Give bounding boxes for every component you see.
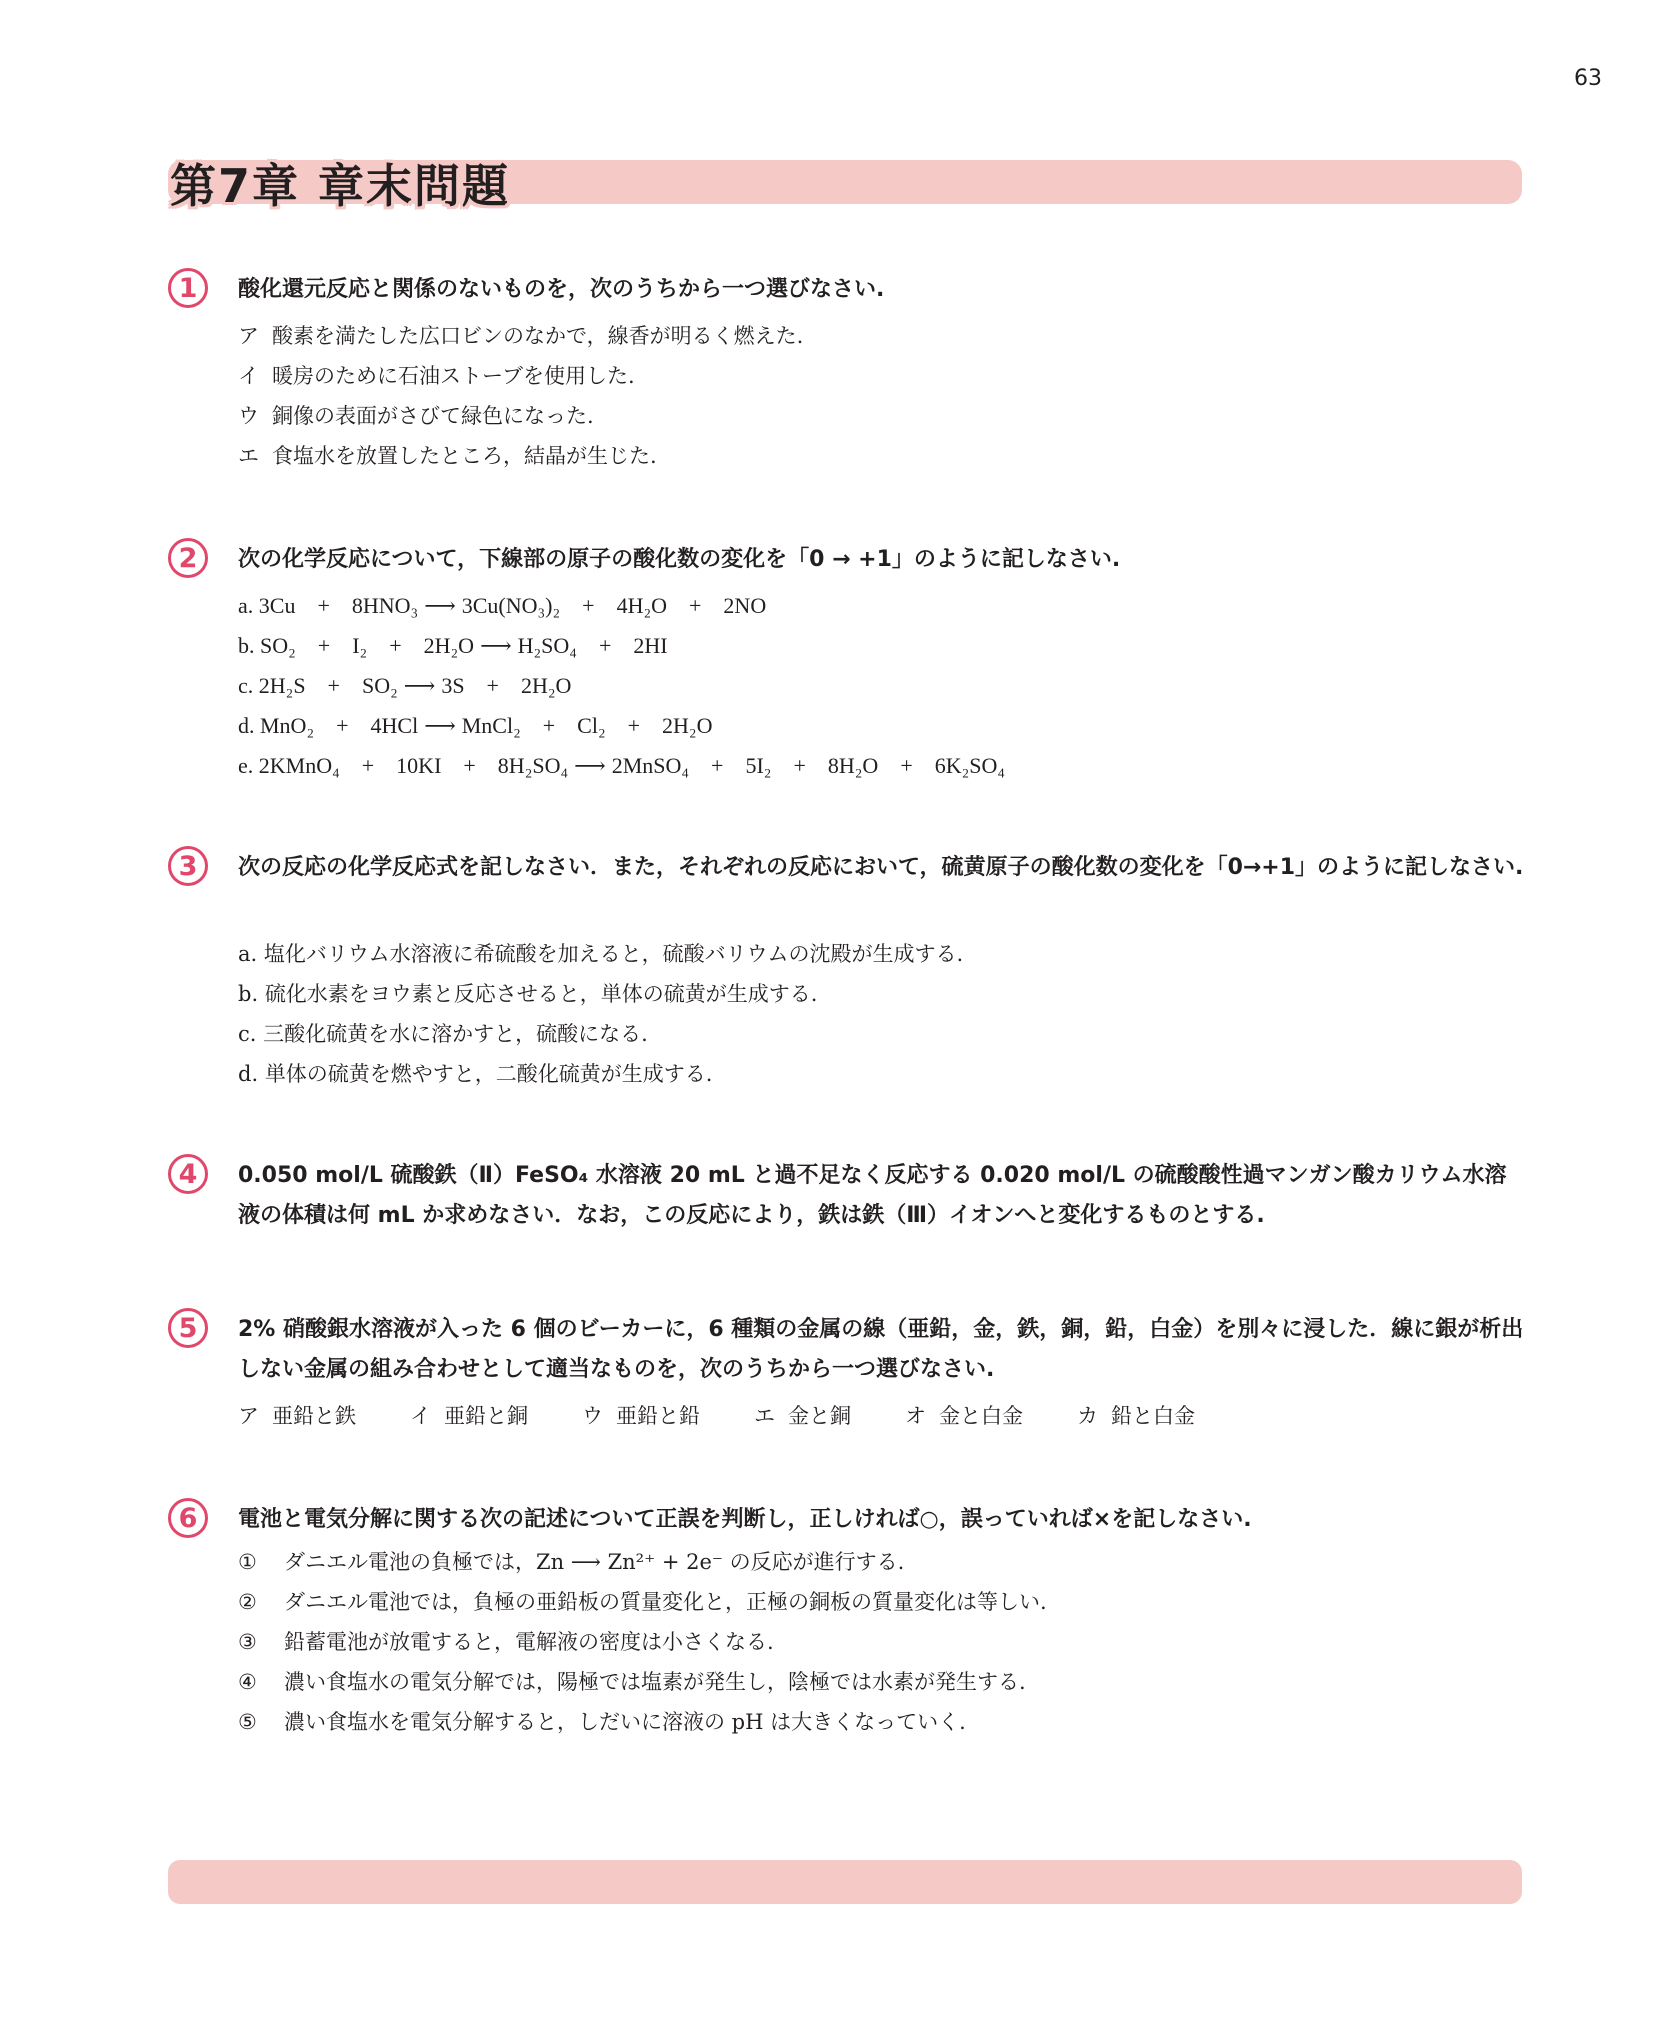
reaction-arrow: ⟶ (424, 593, 456, 618)
equation-label: b. (238, 633, 255, 658)
equation-row (238, 746, 1005, 786)
problem-question: 次の反応の化学反応式を記しなさい．また，それぞれの反応において，硫黄原子の酸化数の変化を「0→+1」のように記しなさい. (238, 855, 1524, 880)
option-text: 鉛と白金 (1111, 1404, 1195, 1428)
choice-label: ア (238, 324, 259, 348)
choice-text: 食塩水を放置したところ，結晶が生じた. (272, 444, 657, 468)
statement-text: ダニエル電池では，負極の亜鉛板の質量変化と，正極の銅板の質量変化は等しい. (284, 1590, 1047, 1614)
footer-bar (168, 1860, 1522, 1904)
problem-question: 0.050 mol/L 硫酸鉄（Ⅱ）FeSO₄ 水溶液 20 mL と過不足なく反応する 0.020 mol/L の硫酸酸性過マンガン酸カリウム水溶液の体積は何 mL か求めなさい．なお，この反応により，鉄は鉄（Ⅲ）イオンへと変化するものとする. (238, 1163, 1507, 1228)
equation-right: 3S + 2H₂O (441, 673, 572, 698)
choice-label: イ (238, 364, 259, 388)
statement-label: ① (238, 1550, 257, 1574)
statement-item (238, 1662, 1047, 1702)
reaction-arrow: ⟶ (574, 753, 606, 778)
problem-question: 次の化学反応について，下線部の原子の酸化数の変化を「0 → +1」のように記しなさい. (238, 547, 1121, 572)
option-text: 亜鉛と鉄 (272, 1404, 356, 1428)
option-item (1077, 1396, 1195, 1436)
problem-question: 酸化還元反応と関係のないものを，次のうちから一つ選びなさい. (238, 277, 885, 302)
statement-text: 鉛蓄電池が放電すると，電解液の密度は小さくなる. (284, 1630, 774, 1654)
equation-label: c. (238, 673, 254, 698)
reaction-item (238, 934, 963, 974)
option-label: ア (238, 1404, 259, 1428)
statement-item (238, 1582, 1047, 1622)
item-text: 三酸化硫黄を水に溶かすと，硫酸になる. (263, 1022, 648, 1046)
option-label: カ (1077, 1404, 1098, 1428)
reaction-arrow: ⟶ (403, 673, 436, 698)
statement-item (238, 1622, 1047, 1662)
reaction-item (238, 1054, 963, 1094)
equation-right: H₂SO₄ + 2HI (517, 633, 668, 658)
choice-item (238, 316, 803, 356)
equation-label: a. (238, 593, 254, 618)
equation-left: 2KMnO₄ + 10KI + 8H₂SO₄ (258, 753, 569, 778)
statement-text: 濃い食塩水を電気分解すると，しだいに溶液の pH は大きくなっていく. (284, 1710, 966, 1734)
statement-text: ダニエル電池の負極では，Zn ⟶ Zn²⁺ + 2e⁻ の反応が進行する. (284, 1550, 905, 1574)
equation-row (238, 586, 1005, 626)
option-item (410, 1396, 528, 1436)
choice-text: 酸素を満たした広口ビンのなかで，線香が明るく燃えた. (272, 324, 804, 348)
equation-label: d. (238, 713, 255, 738)
problem-number-badge: 2 (168, 538, 208, 578)
option-label: ウ (582, 1404, 603, 1428)
item-text: 単体の硫黄を燃やすと，二酸化硫黄が生成する. (264, 1062, 713, 1086)
item-label: c. (238, 1022, 257, 1046)
reaction-item (238, 974, 963, 1014)
option-text: 金と白金 (939, 1404, 1023, 1428)
item-label: d. (238, 1062, 259, 1086)
item-text: 塩化バリウム水溶液に希硫酸を加えると，硫酸バリウムの沈殿が生成する. (263, 942, 964, 966)
option-item (905, 1396, 1023, 1436)
statement-text: 濃い食塩水の電気分解では，陽極では塩素が発生し，陰極では水素が発生する. (284, 1670, 1026, 1694)
choice-text: 暖房のために石油ストーブを使用した. (272, 364, 635, 388)
reaction-arrow: ⟶ (424, 713, 456, 738)
problem-number-badge: 6 (168, 1498, 208, 1538)
option-label: イ (410, 1404, 431, 1428)
option-text: 亜鉛と鉛 (616, 1404, 700, 1428)
option-label: オ (905, 1404, 926, 1428)
choice-label: ウ (238, 404, 259, 428)
option-item (238, 1396, 356, 1436)
equation-right: MnCl₂ + Cl₂ + 2H₂O (461, 713, 713, 738)
statement-label: ④ (238, 1670, 257, 1694)
problem-question: 2% 硝酸銀水溶液が入った 6 個のビーカーに，6 種類の金属の線（亜鉛，金，鉄，銅，鉛，白金）を別々に浸した．線に銀が析出しない金属の組み合わせとして適当なものを，次のうちから一つ選びなさい. (238, 1317, 1524, 1382)
statement-item (238, 1542, 1047, 1582)
item-label: b. (238, 982, 259, 1006)
problem-number-badge: 3 (168, 846, 208, 886)
statement-item (238, 1702, 1047, 1742)
choice-item (238, 436, 803, 476)
statement-label: ⑤ (238, 1710, 257, 1734)
equation-left: 3Cu + 8HNO₃ (258, 593, 419, 618)
equation-left: 2H₂S + SO₂ (258, 673, 398, 698)
choice-item (238, 356, 803, 396)
choice-label: エ (238, 444, 259, 468)
option-item (582, 1396, 700, 1436)
equation-left: MnO₂ + 4HCl (260, 713, 419, 738)
item-label: a. (238, 942, 258, 966)
reaction-item (238, 1014, 963, 1054)
choice-item (238, 396, 803, 436)
statement-label: ② (238, 1590, 257, 1614)
option-text: 亜鉛と銅 (444, 1404, 528, 1428)
problem-number-badge: 5 (168, 1308, 208, 1348)
chapter-title: 第7章 章末問題 (170, 159, 511, 213)
reaction-arrow: ⟶ (480, 633, 512, 658)
equation-left: SO₂ + I₂ + 2H₂O (260, 633, 475, 658)
item-text: 硫化水素をヨウ素と反応させると，単体の硫黄が生成する. (264, 982, 818, 1006)
page-number: 63 (1574, 66, 1602, 91)
equation-row (238, 626, 1005, 666)
equation-right: 2MnSO₄ + 5I₂ + 8H₂O + 6K₂SO₄ (611, 753, 1006, 778)
equation-row (238, 706, 1005, 746)
problem-number-badge: 4 (168, 1154, 208, 1194)
option-text: 金と銅 (788, 1404, 851, 1428)
choice-text: 銅像の表面がさびて緑色になった. (272, 404, 594, 428)
option-label: エ (754, 1404, 775, 1428)
option-item (754, 1396, 851, 1436)
equation-right: 3Cu(NO₃)₂ + 4H₂O + 2NO (461, 593, 767, 618)
equation-row (238, 666, 1005, 706)
equation-label: e. (238, 753, 254, 778)
problem-number-badge: 1 (168, 268, 208, 308)
statement-label: ③ (238, 1630, 257, 1654)
problem-question: 電池と電気分解に関する次の記述について正誤を判断し，正しければ○，誤っていれば×を記しなさい. (238, 1507, 1252, 1532)
